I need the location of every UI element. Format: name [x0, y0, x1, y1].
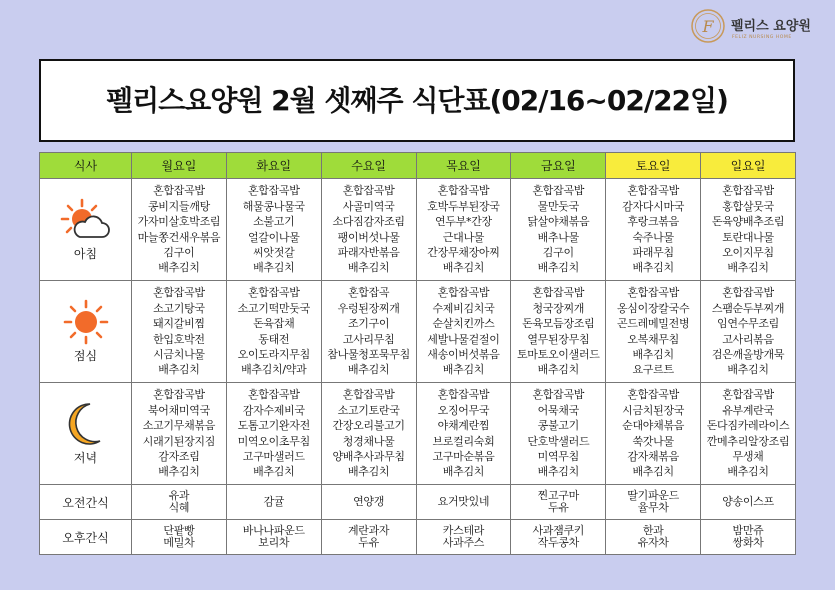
- menu-item: 혼합잡곡밥: [437, 388, 490, 402]
- meal-row: [40, 383, 796, 485]
- snack-item: 한과: [642, 523, 664, 537]
- menu-item: 후랑크볶음: [627, 215, 679, 229]
- snack-item: 연양갱: [353, 494, 385, 508]
- menu-item: 닭살야채볶음: [527, 215, 590, 229]
- menu-item: 북어채미역국: [147, 403, 210, 417]
- menu-item: 청경채나물: [342, 434, 395, 448]
- menu-item: 소고기토란국: [337, 403, 400, 417]
- menu-item: 혼합잡곡밥: [532, 388, 585, 402]
- menu-cell-wed: [321, 179, 416, 281]
- menu-item: 혼합잡곡밥: [247, 286, 300, 300]
- snack-item: 요거맛있네: [437, 494, 490, 508]
- menu-item: 시래기된장지짐: [142, 434, 216, 448]
- menu-item: 무생채: [732, 449, 764, 463]
- menu-item: 배추김치: [537, 261, 579, 275]
- menu-item: 돈육모듬장조림: [522, 317, 595, 331]
- menu-item: 고사리무침: [342, 332, 395, 346]
- menu-item: 검은깨올방개묵: [711, 347, 785, 361]
- menu-item: 혼합잡곡밥: [627, 286, 679, 300]
- menu-cell-tue: [226, 179, 321, 281]
- meal-label: 아침: [73, 247, 98, 261]
- snack-item: 양송이스프: [722, 494, 774, 508]
- menu-item: 혼합잡곡밥: [153, 184, 205, 198]
- menu-cell-mon: [132, 179, 227, 281]
- menu-item: 배추김치: [442, 261, 485, 275]
- menu-item: 청국장찌개: [532, 301, 585, 315]
- menu-item: 김구이: [542, 245, 574, 259]
- menu-item: 토란대나물: [722, 230, 774, 244]
- menu-item: 혼합잡곡밥: [342, 184, 395, 198]
- menu-item: 마늘쫑건새우볶음: [137, 230, 221, 244]
- menu-item: 소불고기: [253, 215, 295, 229]
- menu-item: 배추나물: [537, 230, 579, 244]
- menu-item: 혼합잡곡밥: [153, 286, 205, 300]
- sun-icon: [40, 299, 131, 345]
- header-corner: 식사: [40, 153, 132, 179]
- menu-item: 오이도라지무침: [237, 347, 310, 361]
- snack-cell-thu: [416, 520, 511, 555]
- menu-item: 배추김치/약과: [241, 363, 307, 377]
- snack-item: 율무차: [637, 501, 669, 514]
- menu-item: 우렁된장찌개: [337, 301, 400, 315]
- snack-item: 유과: [168, 488, 190, 502]
- header-day-wed: 수요일: [321, 153, 416, 179]
- snack-cell-thu: [416, 485, 511, 520]
- menu-item: 혼합잡곡밥: [722, 388, 774, 402]
- menu-item: 새송이버섯볶음: [427, 347, 500, 361]
- snack-item: 단팥빵: [163, 523, 195, 537]
- menu-item: 혼합잡곡밥: [627, 388, 679, 402]
- menu-cell-thu: [416, 179, 511, 281]
- brand-subtitle: FELIZ NURSING HOME: [732, 35, 792, 40]
- menu-cell-fri: [511, 383, 606, 485]
- header-day-sat: 토요일: [606, 153, 701, 179]
- menu-cell-wed: [321, 281, 416, 383]
- monogram-emblem-icon: [690, 8, 726, 44]
- snack-cell-sun: [701, 485, 796, 520]
- menu-item: 감자다시마국: [622, 199, 685, 213]
- menu-item: 돈육잡채: [253, 317, 295, 331]
- menu-cell-fri: [511, 179, 606, 281]
- meal-label: 점심: [73, 349, 98, 363]
- snack-cell-mon: [132, 485, 227, 520]
- snack-item: 쌍화차: [732, 536, 764, 549]
- menu-item: 혼합잡곡밥: [627, 184, 679, 198]
- menu-item: 시금치나물: [153, 347, 205, 361]
- menu-item: 배추김치: [158, 363, 200, 377]
- menu-item: 순살치킨까스: [432, 317, 495, 331]
- snack-item: 찐고구마: [537, 488, 579, 502]
- menu-item: 배추김치: [158, 465, 200, 479]
- menu-item: 혼합잡곡밥: [247, 184, 300, 198]
- snack-item: 보리차: [258, 536, 290, 549]
- snack-item: 두유: [358, 536, 379, 549]
- monogram-letter: F: [702, 17, 714, 36]
- menu-item: 배추김치: [442, 363, 485, 377]
- menu-item: 혼합잡곡: [347, 286, 390, 300]
- snack-label-cell: [40, 485, 132, 520]
- menu-item: 오징어무국: [437, 403, 490, 417]
- menu-cell-tue: [226, 281, 321, 383]
- menu-item: 배추김치: [537, 363, 579, 377]
- snack-item: 유자차: [637, 536, 669, 549]
- menu-cell-sat: [606, 179, 701, 281]
- snack-item: 메밀차: [163, 536, 195, 549]
- menu-item: 파래자반볶음: [337, 245, 400, 259]
- snack-item: 사과잼쿠키: [532, 523, 585, 537]
- menu-item: 고구마순볶음: [432, 449, 495, 463]
- menu-item: 미역오이초무침: [237, 434, 310, 448]
- menu-cell-sun: [701, 281, 796, 383]
- menu-item: 홍합살뭇국: [722, 199, 774, 213]
- brand-name: 펠리스 요양원: [731, 19, 811, 34]
- page-title: 펠리스요양원 2월 셋째주 식단표(02/16~02/22일): [106, 84, 728, 117]
- menu-cell-sat: [606, 383, 701, 485]
- menu-item: 팽이버섯나물: [337, 230, 400, 244]
- menu-item: 브로컬리숙회: [432, 434, 495, 448]
- menu-item: 조기구이: [347, 317, 390, 331]
- meal-row: [40, 179, 796, 281]
- snack-label: 오전간식: [62, 495, 109, 510]
- snack-item: 식혜: [168, 501, 190, 514]
- snack-item: 계란과자: [347, 523, 390, 537]
- snack-row: [40, 520, 796, 555]
- menu-item: 소고기탕국: [153, 301, 205, 315]
- menu-item: 감자조림: [158, 449, 200, 463]
- menu-item: 얼갈이나물: [247, 230, 300, 244]
- snack-item: 카스테라: [442, 523, 485, 537]
- menu-item: 참나물청포묵무침: [327, 347, 410, 361]
- menu-item: 배추김치: [632, 261, 674, 275]
- meal-label-cell: [40, 179, 132, 281]
- menu-item: 감자채볶음: [627, 449, 679, 463]
- crescent-moon-icon: [40, 401, 131, 447]
- menu-item: 단호박샐러드: [527, 434, 590, 448]
- menu-item: 배추김치: [347, 261, 390, 275]
- meal-row: [40, 281, 796, 383]
- menu-item: 고사리볶음: [722, 332, 774, 346]
- menu-item: 소고기떡만둣국: [237, 301, 310, 315]
- menu-item: 고구마샐러드: [242, 449, 305, 463]
- menu-cell-mon: [132, 383, 227, 485]
- menu-item: 혼합잡곡밥: [722, 286, 774, 300]
- menu-item: 양배추사과무침: [332, 449, 405, 463]
- snack-item: 밤만쥬: [732, 523, 764, 537]
- snack-cell-fri: [511, 520, 606, 555]
- header-day-fri: 금요일: [511, 153, 606, 179]
- sun-behind-cloud-icon: [40, 197, 131, 243]
- menu-item: 간장오리불고기: [332, 419, 405, 433]
- menu-cell-thu: [416, 383, 511, 485]
- menu-item: 씨앗젓갈: [253, 245, 295, 259]
- snack-cell-sat: [606, 520, 701, 555]
- menu-item: 혼합잡곡밥: [532, 184, 585, 198]
- menu-item: 배추김치: [632, 347, 674, 361]
- menu-item: 곤드레메밀전병: [616, 317, 690, 331]
- menu-item: 시금치된장국: [622, 403, 685, 417]
- menu-item: 열무된장무침: [527, 332, 590, 346]
- menu-cell-thu: [416, 281, 511, 383]
- menu-item: 어묵채국: [537, 403, 579, 417]
- menu-item: 소다짐감자조림: [332, 215, 405, 229]
- menu-item: 배추김치: [537, 465, 579, 479]
- menu-item: 배추김치: [158, 261, 200, 275]
- menu-item: 해물콩나물국: [242, 199, 305, 213]
- menu-item: 수제비김치국: [432, 301, 495, 315]
- menu-item: 배추김치: [632, 465, 674, 479]
- snack-cell-sat: [606, 485, 701, 520]
- menu-item: 배추김치: [442, 465, 485, 479]
- menu-cell-mon: [132, 281, 227, 383]
- header-day-tue: 화요일: [226, 153, 321, 179]
- snack-item: 딸기파운드: [627, 488, 679, 502]
- menu-item: 혼합잡곡밥: [153, 388, 205, 402]
- menu-item: 콩불고기: [537, 419, 579, 433]
- menu-item: 임연수무조림: [717, 317, 780, 331]
- menu-item: 돈육양배추조림: [711, 215, 785, 229]
- meal-label-cell: [40, 383, 132, 485]
- menu-item: 배추김치: [347, 363, 390, 377]
- snack-item: 두유: [547, 501, 569, 514]
- header-day-thu: 목요일: [416, 153, 511, 179]
- meal-label-cell: [40, 281, 132, 383]
- menu-item: 배추김치: [727, 363, 769, 377]
- menu-item: 돼지갈비찜: [153, 317, 205, 331]
- menu-item: 오이지무침: [722, 245, 774, 259]
- menu-cell-sat: [606, 281, 701, 383]
- menu-item: 미역무침: [537, 449, 579, 463]
- meal-table: [39, 152, 796, 555]
- menu-item: 스팸순두부찌개: [711, 301, 785, 315]
- menu-item: 파래무침: [632, 245, 674, 259]
- menu-item: 배추김치: [253, 465, 295, 479]
- menu-item: 토마토오이샐러드: [516, 347, 600, 361]
- menu-item: 근대나물: [442, 230, 485, 244]
- menu-item: 김구이: [163, 245, 195, 259]
- snack-label-cell: [40, 520, 132, 555]
- snack-cell-fri: [511, 485, 606, 520]
- menu-item: 간장무채장아찌: [427, 245, 500, 259]
- menu-item: 숙주나물: [632, 230, 674, 244]
- menu-item: 혼합잡곡밥: [437, 184, 490, 198]
- menu-item: 감자수제비국: [242, 403, 305, 417]
- menu-item: 요구르트: [632, 363, 674, 377]
- menu-item: 배추김치: [727, 261, 769, 275]
- menu-item: 혼합잡곡밥: [722, 184, 774, 198]
- menu-item: 호박두부된장국: [427, 199, 500, 213]
- menu-item: 오복채무침: [627, 332, 679, 346]
- header-row: [40, 153, 796, 179]
- menu-item: 물만둣국: [537, 199, 579, 213]
- menu-cell-tue: [226, 383, 321, 485]
- menu-item: 세발나물겉절이: [427, 332, 500, 346]
- menu-cell-fri: [511, 281, 606, 383]
- snack-cell-wed: [321, 485, 416, 520]
- title-card: [39, 59, 795, 142]
- menu-item: 연두부*간장: [435, 215, 492, 229]
- snack-label: 오후간식: [62, 530, 109, 545]
- menu-item: 혼합잡곡밥: [342, 388, 395, 402]
- snack-cell-tue: [226, 520, 321, 555]
- menu-cell-sun: [701, 179, 796, 281]
- menu-item: 배추김치: [347, 465, 390, 479]
- header-day-mon: 월요일: [132, 153, 227, 179]
- menu-item: 동태전: [258, 332, 290, 346]
- meal-label: 저녁: [73, 451, 98, 465]
- menu-item: 혼합잡곡밥: [532, 286, 585, 300]
- menu-item: 사골미역국: [342, 199, 395, 213]
- header-day-sun: 일요일: [701, 153, 796, 179]
- snack-item: 작두콩차: [537, 536, 579, 549]
- snack-cell-sun: [701, 520, 796, 555]
- menu-item: 배추김치: [727, 465, 769, 479]
- menu-item: 야채계란찜: [437, 419, 490, 433]
- menu-cell-wed: [321, 383, 416, 485]
- snack-item: 감귤: [263, 494, 285, 508]
- menu-item: 혼합잡곡밥: [437, 286, 490, 300]
- snack-item: 바나나파운드: [242, 523, 305, 537]
- menu-cell-sun: [701, 383, 796, 485]
- snack-cell-wed: [321, 520, 416, 555]
- menu-item: 깐메추리알장조림: [706, 434, 790, 448]
- menu-item: 콩비지들깨탕: [147, 199, 210, 213]
- menu-item: 가자미살호박조림: [137, 215, 221, 229]
- menu-item: 쑥갓나물: [632, 434, 674, 448]
- menu-item: 배추김치: [253, 261, 295, 275]
- menu-item: 순대야채볶음: [622, 419, 685, 433]
- snack-cell-tue: [226, 485, 321, 520]
- snack-cell-mon: [132, 520, 227, 555]
- menu-item: 혼합잡곡밥: [247, 388, 300, 402]
- menu-item: 소고기무채볶음: [142, 419, 216, 433]
- menu-item: 한입호박전: [153, 332, 205, 346]
- menu-item: 돈다짐카레라이스: [706, 419, 790, 433]
- snack-item: 사과주스: [442, 536, 485, 549]
- menu-item: 유부계란국: [722, 403, 774, 417]
- snack-row: [40, 485, 796, 520]
- menu-item: 옹심이장칼국수: [616, 301, 690, 315]
- brand-logo: [690, 8, 830, 48]
- menu-item: 도톰고기완자전: [237, 419, 310, 433]
